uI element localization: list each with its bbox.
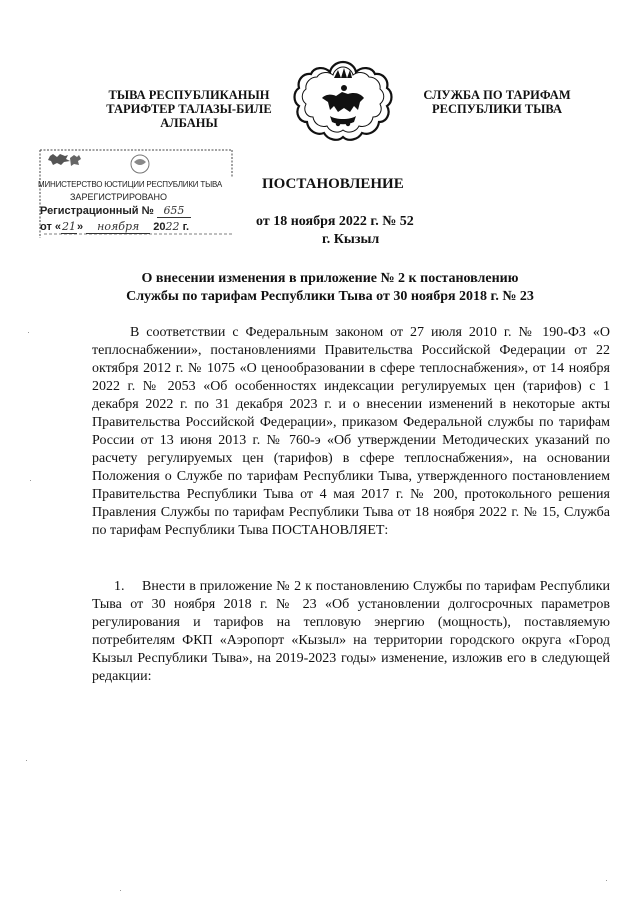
stamp-reg-label: Регистрационный № [40,205,154,217]
item-1-paragraph [92,578,610,686]
header-right-name [408,88,586,116]
preamble-paragraph [92,324,610,540]
document-date-number: от 18 ноября 2022 г. № 52 [256,214,414,229]
document-city: г. Кызыл [322,232,380,247]
header-right-line: РЕСПУБЛИКИ ТЫВА [432,102,562,116]
header-left-line: ТАРИФТЕР ТАЛАЗЫ-БИЛЕ [106,102,272,116]
item-1-text: Внести в приложение № 2 к постановлению Службы по тарифам Республики Тыва от 30 ноября 2018 г. № 23 «Об установлении долгосрочных параметров регулирования и тарифов на тепловую энергию (мощность), поставляемую потребителям ФКП «Аэропорт «Кызыл» на территории городского округа «Город Кызыл Республики Тыва», на 2019-2023 годы» изменение, изложив его в следующей редакции: [92,579,610,684]
stamp-date-month: ноября [86,221,150,234]
stamp-date-end: г. [182,221,190,233]
preamble-text: В соответствии с Федеральным законом от 27 июля 2010 г. № 190-ФЗ «О теплоснабжении», постановлениями Правительства Российской Федерации от 22 октября 2012 г. № 1075 «О ценообразовании в сфере теплоснабжения», от 14 ноября 2022 г. № 2053 «Об особенностях индексации регулируемых цен (тарифов) с 1 декабря 2022 г. по 31 декабря 2023 г. и о внесении изменений в некоторые акты Правительства Российской Федерации», приказом Федеральной службы по тарифам России от 13 июня 2013 г. № 760-э «Об утверждении Методических указаний по расчету регулируемых цен (тарифов) в сфере теплоснабжения», на основании Положения о Службе по тарифам Республики Тыва, утвержденного постановлением Правительства Республики Тыва от 4 мая 2017 г. № 200, протокольного решения Правления Службы по тарифам Республики Тыва от 18 ноября 2022 г. № 15, Служба по тарифам Республики Тыва [92,325,610,538]
stamp-date-prefix: от « [40,221,62,233]
document-subject [80,270,580,306]
subject-line: О внесении изменения в приложение № 2 к постановлению [141,271,519,286]
stamp-date-year-suffix: 22 [165,220,180,233]
stamp-date-line [40,220,189,234]
stamp-reg-number: 655 [157,205,191,218]
stamp-date-mid: » [77,221,84,233]
stamp-date-year-prefix: 20 [153,221,166,233]
document-type: ПОСТАНОВЛЕНИЕ [262,176,404,192]
registration-stamp [36,148,236,240]
stamp-date-day: 21 [62,220,77,233]
stamp-registered-text: ЗАРЕГИСТРИРОВАНО [70,192,167,202]
stamp-ministry-text: МИНИСТЕРСТВО ЮСТИЦИИ РЕСПУБЛИКИ ТЫВА [38,180,222,189]
header-left-line: АЛБАНЫ [160,116,218,130]
item-1-number: 1. [114,579,125,594]
resolves-keyword: ПОСТАНОВЛЯЕТ: [271,523,389,538]
header-left-name [100,88,278,130]
header-left-line: ТЫВА РЕСПУБЛИКАНЫН [108,88,270,102]
subject-line: Службы по тарифам Республики Тыва от 30 ноября 2018 г. № 23 [126,289,534,304]
header-right-line: СЛУЖБА ПО ТАРИФАМ [423,88,571,102]
stamp-reg-number-line [40,205,191,218]
tuva-coat-of-arms-icon [292,58,394,142]
